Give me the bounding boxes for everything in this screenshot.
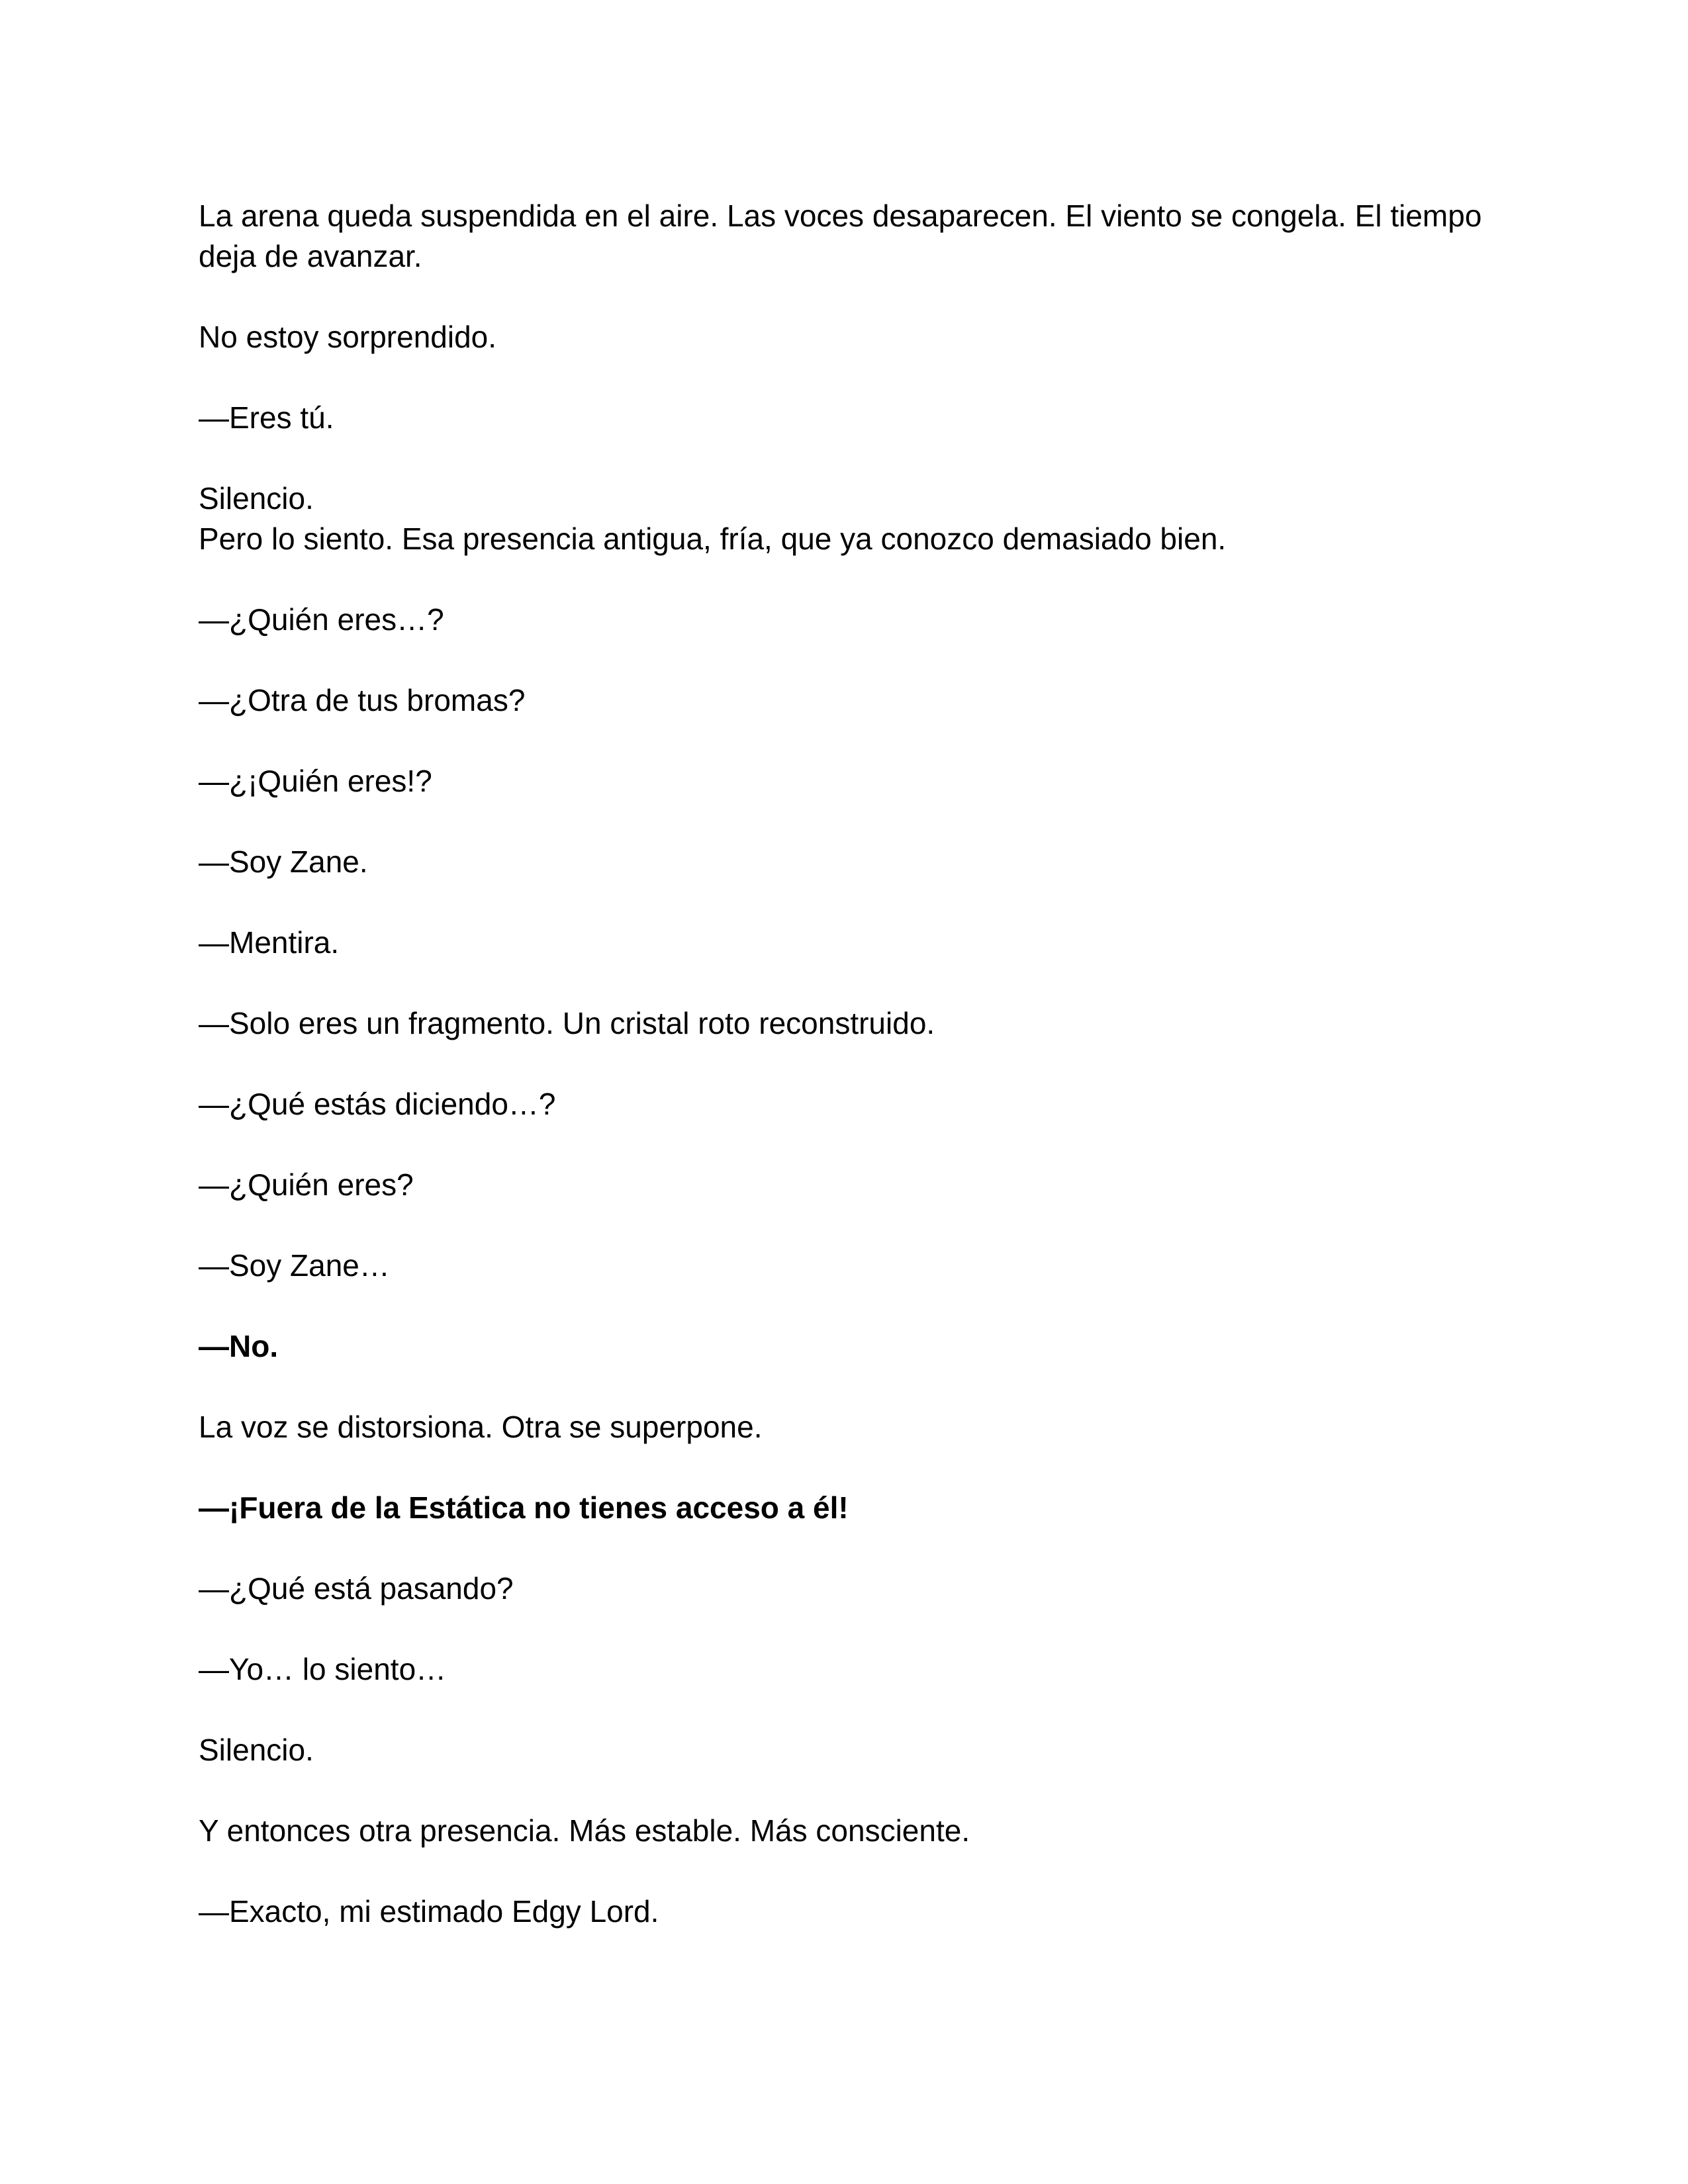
text-line: La arena queda suspendida en el aire. Las voces desaparecen. El viento se congela. El tiempo deja de avanzar. bbox=[199, 199, 1482, 273]
text-line: —¿Quién eres? bbox=[199, 1167, 414, 1202]
text-line: —¿Otra de tus bromas? bbox=[199, 683, 526, 717]
paragraph bbox=[199, 680, 1489, 721]
text-line: —Soy Zane. bbox=[199, 844, 368, 879]
text-line: —¿¡Quién eres!? bbox=[199, 764, 432, 798]
text-line: —¿Quién eres…? bbox=[199, 602, 444, 637]
text-line: —Solo eres un fragmento. Un cristal roto reconstruido. bbox=[199, 1006, 935, 1040]
text-line: —¡Fuera de la Estática no tienes acceso a él! bbox=[199, 1490, 849, 1525]
text-line: Y entonces otra presencia. Más estable. Más consciente. bbox=[199, 1813, 970, 1848]
text-line: Silencio. bbox=[199, 481, 314, 516]
paragraph bbox=[199, 1811, 1489, 1851]
paragraph bbox=[199, 1407, 1489, 1447]
text-line: Pero lo siento. Esa presencia antigua, fría, que ya conozco demasiado bien. bbox=[199, 522, 1227, 556]
text-line: —¿Qué estás diciendo…? bbox=[199, 1087, 556, 1121]
text-line: —Exacto, mi estimado Edgy Lord. bbox=[199, 1894, 659, 1929]
paragraph bbox=[199, 1569, 1489, 1609]
paragraph bbox=[199, 842, 1489, 882]
text-line: —Mentira. bbox=[199, 925, 340, 960]
paragraph bbox=[199, 1165, 1489, 1205]
text-line: —No. bbox=[199, 1329, 279, 1363]
paragraph bbox=[199, 761, 1489, 801]
paragraph bbox=[199, 1246, 1489, 1286]
paragraph bbox=[199, 1084, 1489, 1124]
paragraph bbox=[199, 1730, 1489, 1770]
paragraph bbox=[199, 317, 1489, 357]
paragraph bbox=[199, 923, 1489, 963]
paragraph bbox=[199, 600, 1489, 640]
text-line: —Soy Zane… bbox=[199, 1248, 390, 1283]
paragraph bbox=[199, 196, 1489, 277]
document-body bbox=[199, 196, 1489, 1972]
paragraph bbox=[199, 1649, 1489, 1690]
paragraph bbox=[199, 1003, 1489, 1044]
text-line: —Yo… lo siento… bbox=[199, 1652, 447, 1686]
paragraph bbox=[199, 398, 1489, 438]
paragraph bbox=[199, 478, 1489, 559]
bold-paragraph bbox=[199, 1326, 1489, 1367]
paragraph bbox=[199, 1891, 1489, 1932]
bold-paragraph bbox=[199, 1488, 1489, 1528]
text-line: —¿Qué está pasando? bbox=[199, 1571, 514, 1606]
text-line: No estoy sorprendido. bbox=[199, 320, 497, 354]
text-line: Silencio. bbox=[199, 1733, 314, 1767]
text-line: —Eres tú. bbox=[199, 400, 334, 435]
text-line: La voz se distorsiona. Otra se superpone. bbox=[199, 1410, 763, 1444]
